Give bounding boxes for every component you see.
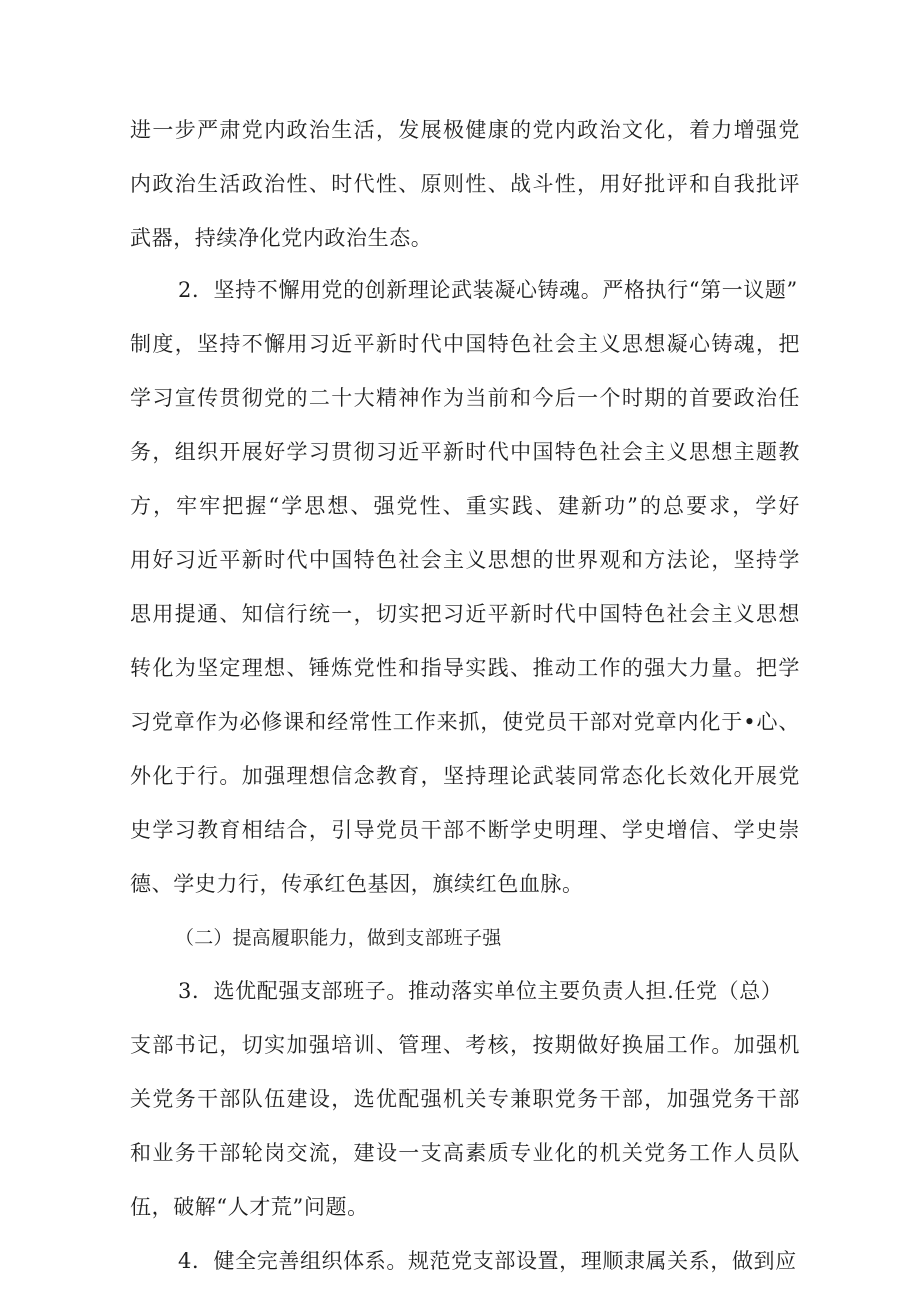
- text-line: 用好习近平新时代中国特色社会主义思想的世界观和方法论，坚持学: [130, 548, 800, 572]
- section-heading: （二）提高履职能力，做到支部班子强: [175, 927, 502, 949]
- text-line: 学习宣传贯彻党的二十大精神作为当前和今后一个时期的首要政治任: [130, 386, 800, 410]
- text-line: 方，牢牢把握“学思想、强党性、重实践、建新功”的总要求，学好: [130, 494, 800, 518]
- text-line: 伍，破解“人才荒”问题。: [130, 1195, 369, 1219]
- paragraph-2-first-line: 2．坚持不懈用党的创新理论武装凝心铸魂。严格执行“第一议题”: [178, 278, 798, 302]
- text-line: 习党章作为必修课和经常性工作来抓，使党员干部对党章内化于•心、: [130, 710, 800, 734]
- paragraph-4-first-line: 4．健全完善组织体系。规范党支部设置，理顺隶属关系，做到应: [178, 1249, 797, 1273]
- text-line: 史学习教育相结合，引导党员干部不断学史明理、学史增信、学史崇: [130, 818, 800, 842]
- text-line: 外化于行。加强理想信念教育，坚持理论武装同常态化长效化开展党: [130, 764, 800, 788]
- text-line: 关党务干部队伍建设，选优配强机关专兼职党务干部，加强党务干部: [130, 1087, 800, 1111]
- text-line: 内政治生活政治性、时代性、原则性、战斗性，用好批评和自我批评: [130, 172, 800, 196]
- paragraph-3-first-line: 3．选优配强支部班子。推动落实单位主要负责人担.任党（总）: [178, 979, 783, 1003]
- text-line: 和业务干部轮岗交流，建设一支高素质专业化的机关党务工作人员队: [130, 1141, 800, 1165]
- text-line: 务，组织开展好学习贯彻习近平新时代中国特色社会主义思想主题教: [130, 440, 800, 464]
- text-line: 转化为坚定理想、锤炼党性和指导实践、推动工作的强大力量。把学: [130, 656, 800, 680]
- text-line: 支部书记，切实加强培训、管理、考核，按期做好换届工作。加强机: [130, 1033, 800, 1057]
- text-line: 思用提通、知信行统一，切实把习近平新时代中国特色社会主义思想: [130, 602, 800, 626]
- text-line: 德、学史力行，传承红色基因，旗续红色血脉。: [130, 872, 584, 896]
- text-line: 武器，持续净化党内政治生态。: [130, 226, 433, 250]
- text-line: 进一步严肃党内政治生活，发展极健康的党内政治文化，着力增强党: [130, 118, 800, 142]
- text-line: 制度，坚持不懈用习近平新时代中国特色社会主义思想凝心铸魂，把: [130, 332, 800, 356]
